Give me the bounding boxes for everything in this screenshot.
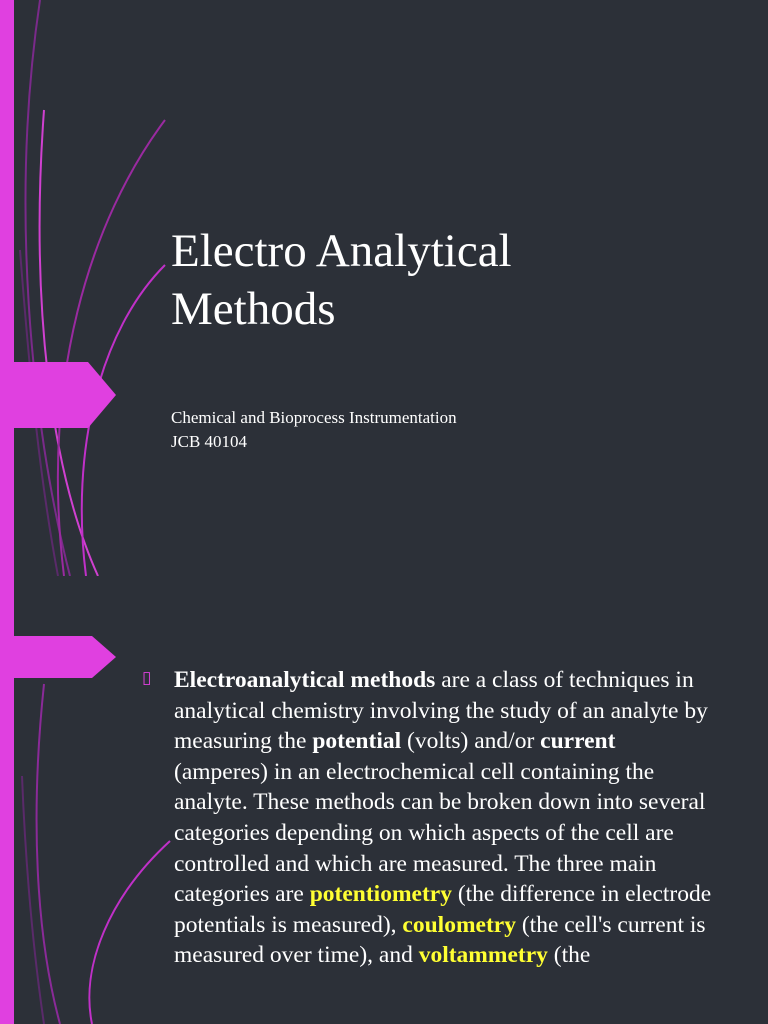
accent-tab [0, 362, 120, 428]
decorative-lines [0, 0, 200, 576]
text-segment: (the [547, 942, 591, 969]
course-name: Chemical and Bioprocess Instrumentation [171, 408, 457, 427]
text-segment: are a class of techniques in analytical chemistry involving the study of an analyte by measuring the [174, 667, 708, 755]
course-code: JCB 40104 [171, 432, 248, 451]
text-segment: (amperes) in an electrochemical cell containing the analyte. These methods can be broken down into several categories depending on which aspects of the cell are controlled and which are measured. The three main categories are [174, 758, 706, 908]
term-electroanalytical: Electroanalytical methods [174, 667, 436, 693]
term-coulometry: coulometry [402, 911, 516, 938]
accent-tab [0, 636, 120, 678]
slide-subtitle [171, 406, 457, 454]
slide-title [171, 222, 731, 338]
text-segment: (volts) and/or [401, 728, 541, 755]
content-slide [0, 576, 768, 1024]
term-potential: potential [312, 728, 402, 755]
accent-bar [0, 0, 14, 576]
term-current: current [540, 728, 616, 755]
body-paragraph [174, 665, 714, 971]
title-line-1: Electro Analytical [171, 225, 512, 277]
title-line-2: Methods [171, 283, 336, 335]
bullet-arrow-icon: ▯ [142, 668, 152, 688]
text-segment: (the difference in electrode potentials is measured), [174, 881, 712, 938]
term-potentiometry: potentiometry [309, 881, 452, 908]
text-segment: (the cell's current is measured over time), and [174, 911, 706, 969]
term-voltammetry: voltammetry [418, 942, 548, 969]
